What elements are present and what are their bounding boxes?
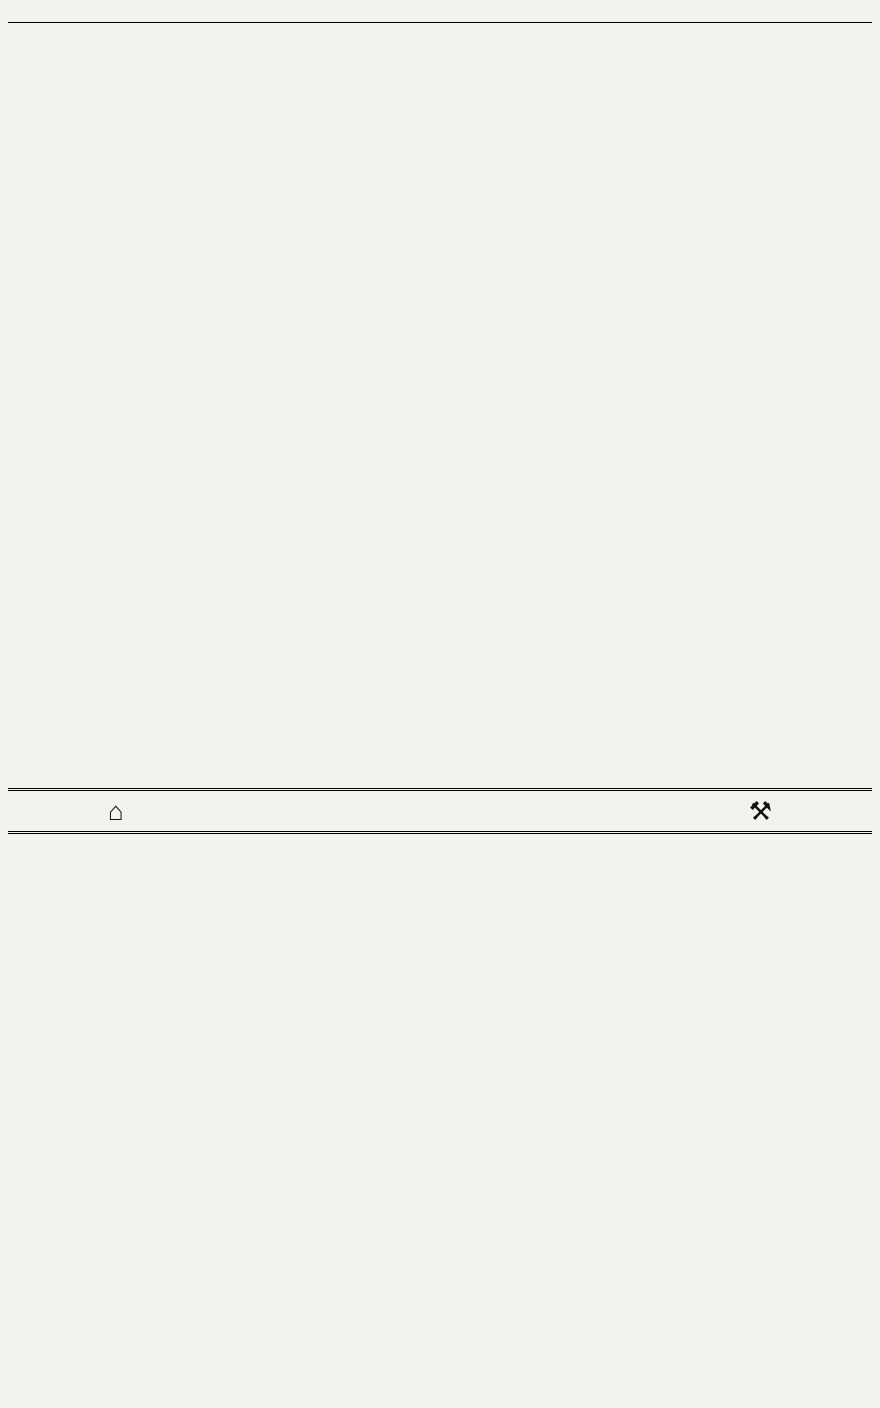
- page-folio: [8, 6, 872, 20]
- home-service-guide-banner: [8, 788, 872, 834]
- tools-icon: ⚒: [748, 797, 772, 826]
- service-guide-section: [8, 838, 872, 1402]
- help-wanted-section: [8, 22, 872, 784]
- house-icon: ⌂: [108, 797, 124, 826]
